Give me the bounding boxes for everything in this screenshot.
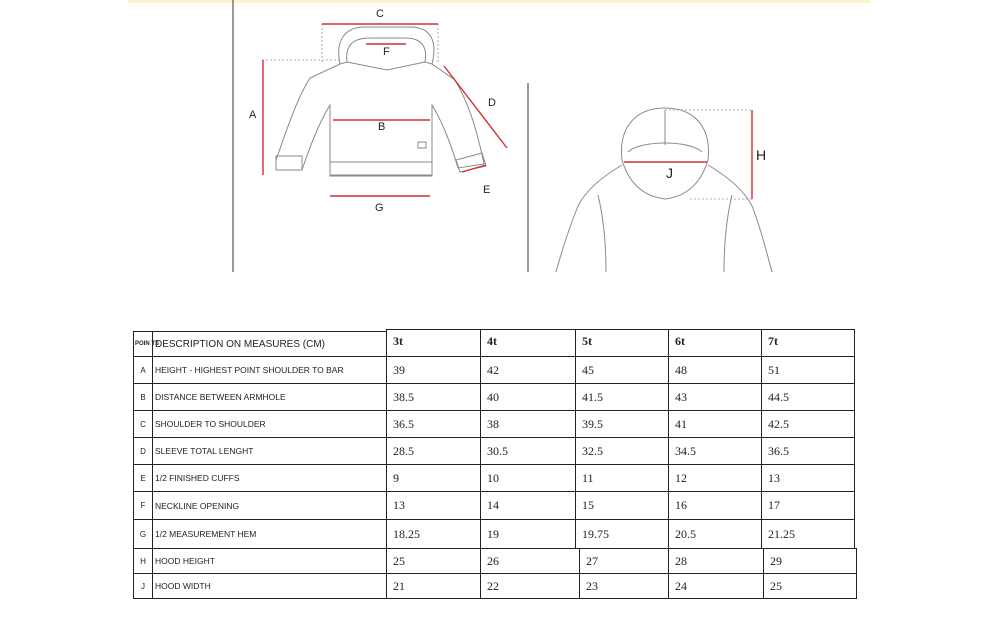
- label-G: G: [375, 202, 384, 214]
- row-d-description: SLEEVE TOTAL LENGHT: [152, 437, 387, 465]
- row-a-description: HEIGHT - HIGHEST POINT SHOULDER TO BAR: [152, 356, 387, 384]
- row-e-value-5t: 11: [575, 464, 669, 492]
- size-header-4t: 4t: [480, 329, 576, 357]
- row-g-value-7t: 21.25: [761, 519, 855, 549]
- row-h-value-3t: 25: [386, 548, 481, 574]
- row-b-point: B: [133, 383, 153, 411]
- row-h-point: H: [133, 548, 153, 574]
- row-d-value-5t: 32.5: [575, 437, 669, 465]
- label-F: F: [383, 46, 390, 58]
- row-c-value-5t: 39.5: [575, 410, 669, 438]
- row-f-value-5t: 15: [575, 491, 669, 520]
- row-e-value-3t: 9: [386, 464, 481, 492]
- label-A: A: [249, 109, 257, 121]
- row-f-description: NECKLINE OPENING: [152, 491, 387, 520]
- row-d-value-6t: 34.5: [668, 437, 762, 465]
- row-f-value-4t: 14: [480, 491, 576, 520]
- row-c-description: SHOULDER TO SHOULDER: [152, 410, 387, 438]
- measure-E-arrow: [462, 165, 486, 172]
- row-d-value-4t: 30.5: [480, 437, 576, 465]
- row-f-value-6t: 16: [668, 491, 762, 520]
- row-j-value-6t: 24: [668, 573, 764, 599]
- row-g-description: 1/2 MEASUREMENT HEM: [152, 519, 387, 549]
- row-h-value-7t: 29: [763, 548, 857, 574]
- label-H: H: [756, 147, 767, 163]
- row-e-point: E: [133, 464, 153, 492]
- row-b-value-4t: 40: [480, 383, 576, 411]
- row-j-description: HOOD WIDTH: [152, 573, 387, 599]
- hood-drawing: [556, 108, 772, 272]
- row-g-value-3t: 18.25: [386, 519, 481, 549]
- row-b-value-7t: 44.5: [761, 383, 855, 411]
- label-E: E: [483, 184, 491, 196]
- row-f-value-3t: 13: [386, 491, 481, 520]
- row-a-point: A: [133, 356, 153, 384]
- row-f-value-7t: 17: [761, 491, 855, 520]
- row-b-value-6t: 43: [668, 383, 762, 411]
- row-j-value-5t: 23: [579, 573, 669, 599]
- size-header-5t: 5t: [575, 329, 669, 357]
- row-e-value-7t: 13: [761, 464, 855, 492]
- label-B: B: [378, 121, 386, 133]
- row-h-description: HOOD HEIGHT: [152, 548, 387, 574]
- row-a-value-3t: 39: [386, 356, 481, 384]
- row-b-value-3t: 38.5: [386, 383, 481, 411]
- row-d-value-7t: 36.5: [761, 437, 855, 465]
- measurement-diagram: [0, 0, 1000, 300]
- row-e-value-4t: 10: [480, 464, 576, 492]
- measure-D-arrow: [444, 66, 507, 148]
- row-c-value-3t: 36.5: [386, 410, 481, 438]
- row-j-point: J: [133, 573, 153, 599]
- hoodie-front-drawing: [249, 8, 507, 214]
- row-c-value-7t: 42.5: [761, 410, 855, 438]
- row-j-value-7t: 25: [763, 573, 857, 599]
- row-g-value-4t: 19: [480, 519, 576, 549]
- label-J: J: [666, 165, 673, 181]
- row-e-value-6t: 12: [668, 464, 762, 492]
- row-a-value-4t: 42: [480, 356, 576, 384]
- row-c-point: C: [133, 410, 153, 438]
- row-j-value-3t: 21: [386, 573, 481, 599]
- row-g-point: G: [133, 519, 153, 549]
- row-h-value-5t: 27: [579, 548, 669, 574]
- label-C: C: [376, 8, 384, 20]
- row-a-value-7t: 51: [761, 356, 855, 384]
- row-a-value-6t: 48: [668, 356, 762, 384]
- points-header: POIN TS: [133, 331, 153, 357]
- row-g-value-5t: 19.75: [575, 519, 669, 549]
- row-c-value-4t: 38: [480, 410, 576, 438]
- row-b-description: DISTANCE BETWEEN ARMHOLE: [152, 383, 387, 411]
- row-a-value-5t: 45: [575, 356, 669, 384]
- row-b-value-5t: 41.5: [575, 383, 669, 411]
- row-g-value-6t: 20.5: [668, 519, 762, 549]
- row-h-value-4t: 26: [480, 548, 580, 574]
- row-d-value-3t: 28.5: [386, 437, 481, 465]
- row-e-description: 1/2 FINISHED CUFFS: [152, 464, 387, 492]
- size-header-6t: 6t: [668, 329, 762, 357]
- row-c-value-6t: 41: [668, 410, 762, 438]
- label-D: D: [488, 97, 496, 109]
- row-f-point: F: [133, 491, 153, 520]
- size-header-3t: 3t: [386, 329, 481, 357]
- size-header-7t: 7t: [761, 329, 855, 357]
- description-header: DESCRIPTION ON MEASURES (CM): [152, 331, 387, 357]
- row-h-value-6t: 28: [668, 548, 764, 574]
- row-d-point: D: [133, 437, 153, 465]
- row-j-value-4t: 22: [480, 573, 580, 599]
